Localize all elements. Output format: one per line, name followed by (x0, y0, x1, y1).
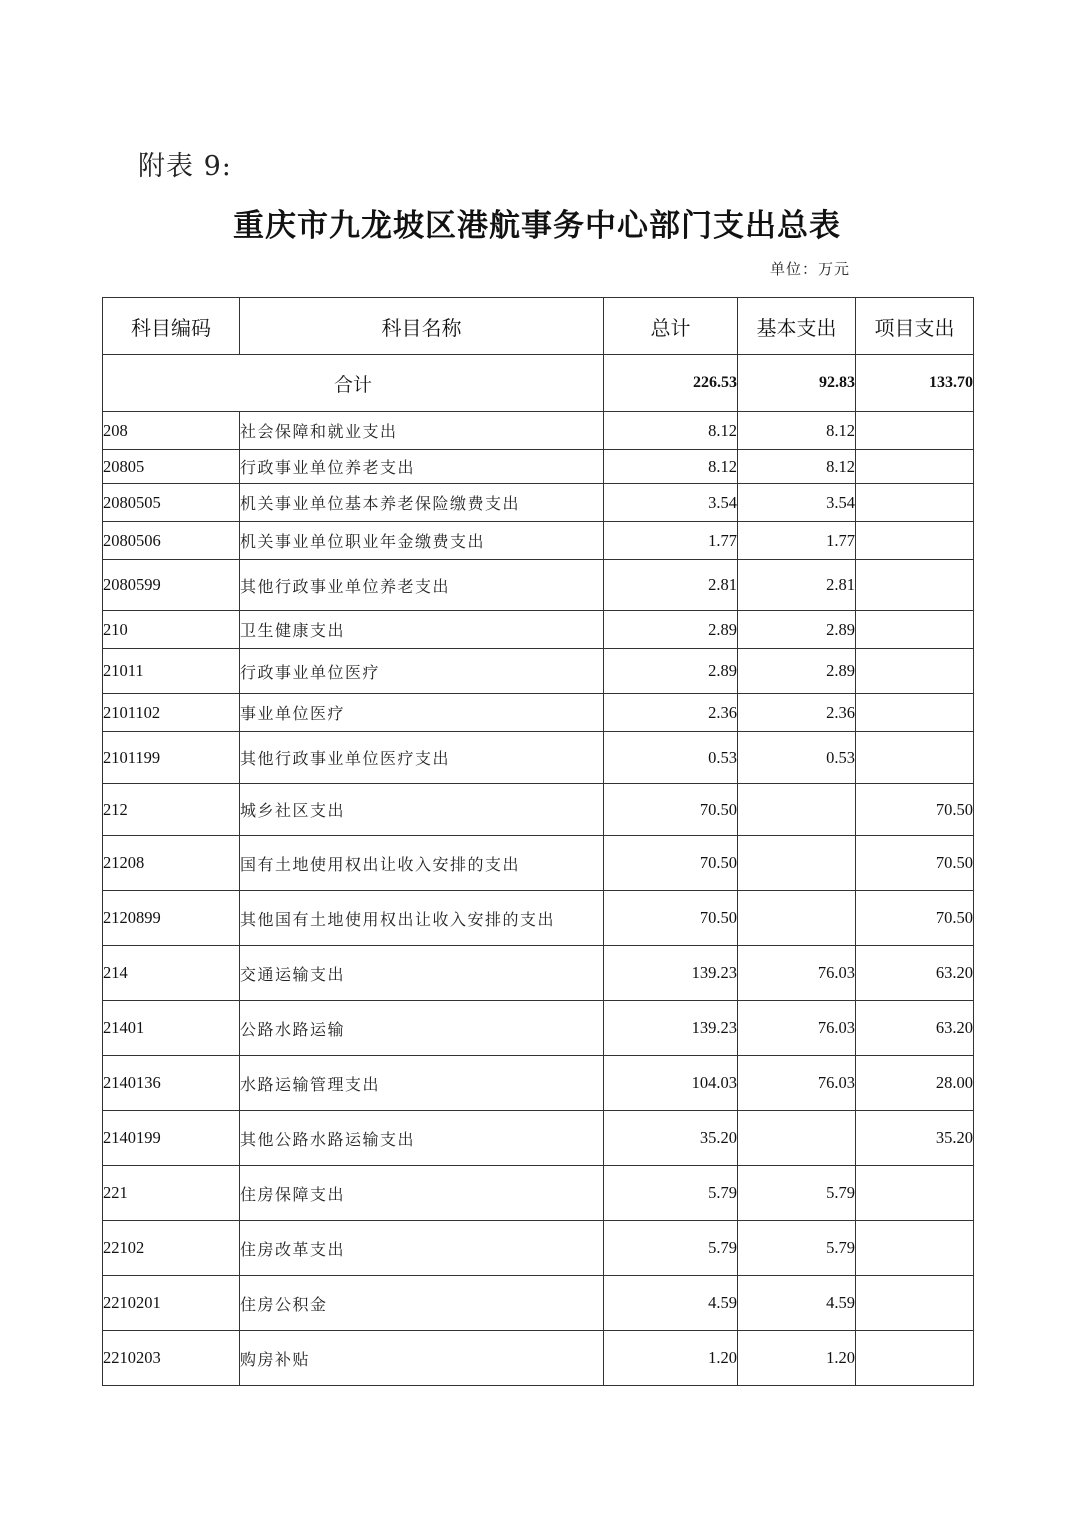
header-name: 科目名称 (240, 298, 604, 355)
row-basic: 0.53 (738, 732, 856, 784)
row-total: 8.12 (604, 450, 738, 484)
row-total: 2.89 (604, 649, 738, 694)
row-basic: 76.03 (738, 1001, 856, 1056)
table-row (103, 1056, 974, 1111)
row-code: 2101102 (103, 694, 240, 732)
row-name: 社会保障和就业支出 (240, 412, 604, 450)
row-project (856, 1331, 974, 1386)
row-basic (738, 891, 856, 946)
row-name: 机关事业单位职业年金缴费支出 (240, 522, 604, 560)
row-code: 2120899 (103, 891, 240, 946)
summary-label: 合计 (103, 355, 604, 412)
row-code: 210 (103, 611, 240, 649)
row-code: 2080506 (103, 522, 240, 560)
row-project: 70.50 (856, 836, 974, 891)
table-row (103, 1166, 974, 1221)
row-total: 35.20 (604, 1111, 738, 1166)
table-row (103, 836, 974, 891)
row-basic: 76.03 (738, 946, 856, 1001)
row-project: 35.20 (856, 1111, 974, 1166)
row-total: 104.03 (604, 1056, 738, 1111)
header-code: 科目编码 (103, 298, 240, 355)
table-header-row (103, 298, 974, 355)
row-name: 其他行政事业单位医疗支出 (240, 732, 604, 784)
row-project: 63.20 (856, 946, 974, 1001)
row-code: 2210203 (103, 1331, 240, 1386)
summary-basic: 92.83 (738, 355, 856, 412)
row-basic (738, 784, 856, 836)
table-row (103, 1111, 974, 1166)
table-row (103, 1001, 974, 1056)
row-code: 2140199 (103, 1111, 240, 1166)
row-project: 63.20 (856, 1001, 974, 1056)
row-basic: 1.20 (738, 1331, 856, 1386)
row-basic: 8.12 (738, 412, 856, 450)
row-basic: 76.03 (738, 1056, 856, 1111)
table-row (103, 611, 974, 649)
page-title: 重庆市九龙坡区港航事务中心部门支出总表 (233, 208, 841, 244)
row-code: 22102 (103, 1221, 240, 1276)
row-code: 2140136 (103, 1056, 240, 1111)
table-row (103, 522, 974, 560)
row-total: 1.20 (604, 1331, 738, 1386)
expenditure-table (102, 297, 974, 1386)
row-total: 8.12 (604, 412, 738, 450)
row-project (856, 412, 974, 450)
row-project: 70.50 (856, 891, 974, 946)
row-name: 其他公路水路运输支出 (240, 1111, 604, 1166)
row-total: 139.23 (604, 946, 738, 1001)
row-total: 70.50 (604, 836, 738, 891)
row-code: 2210201 (103, 1276, 240, 1331)
header-total: 总计 (604, 298, 738, 355)
row-total: 2.36 (604, 694, 738, 732)
header-basic: 基本支出 (738, 298, 856, 355)
row-name: 机关事业单位基本养老保险缴费支出 (240, 484, 604, 522)
header-project: 项目支出 (856, 298, 974, 355)
table-row (103, 484, 974, 522)
row-code: 2080599 (103, 560, 240, 611)
row-code: 214 (103, 946, 240, 1001)
row-name: 行政事业单位养老支出 (240, 450, 604, 484)
row-basic: 3.54 (738, 484, 856, 522)
row-total: 70.50 (604, 784, 738, 836)
row-name: 其他国有土地使用权出让收入安排的支出 (240, 891, 604, 946)
row-code: 212 (103, 784, 240, 836)
row-project (856, 560, 974, 611)
table-row (103, 649, 974, 694)
row-project (856, 611, 974, 649)
summary-project: 133.70 (856, 355, 974, 412)
row-project (856, 732, 974, 784)
row-project (856, 694, 974, 732)
row-total: 139.23 (604, 1001, 738, 1056)
row-project (856, 1166, 974, 1221)
row-code: 221 (103, 1166, 240, 1221)
row-total: 4.59 (604, 1276, 738, 1331)
row-total: 5.79 (604, 1166, 738, 1221)
row-basic: 2.89 (738, 611, 856, 649)
row-name: 城乡社区支出 (240, 784, 604, 836)
row-code: 208 (103, 412, 240, 450)
table-row (103, 694, 974, 732)
row-code: 2101199 (103, 732, 240, 784)
table-row (103, 450, 974, 484)
row-basic (738, 836, 856, 891)
row-name: 住房改革支出 (240, 1221, 604, 1276)
table-row (103, 891, 974, 946)
row-name: 国有土地使用权出让收入安排的支出 (240, 836, 604, 891)
row-total: 2.89 (604, 611, 738, 649)
row-project (856, 1276, 974, 1331)
row-basic: 1.77 (738, 522, 856, 560)
row-code: 2080505 (103, 484, 240, 522)
row-name: 卫生健康支出 (240, 611, 604, 649)
row-code: 21208 (103, 836, 240, 891)
table-row (103, 1276, 974, 1331)
table-row (103, 946, 974, 1001)
row-total: 70.50 (604, 891, 738, 946)
row-name: 其他行政事业单位养老支出 (240, 560, 604, 611)
table-row (103, 1221, 974, 1276)
row-code: 20805 (103, 450, 240, 484)
row-total: 2.81 (604, 560, 738, 611)
summary-row (103, 355, 974, 412)
row-basic: 2.89 (738, 649, 856, 694)
row-name: 住房公积金 (240, 1276, 604, 1331)
row-name: 住房保障支出 (240, 1166, 604, 1221)
attachment-label: 附表 9: (138, 151, 232, 182)
row-project: 70.50 (856, 784, 974, 836)
row-project (856, 450, 974, 484)
row-project (856, 484, 974, 522)
row-name: 购房补贴 (240, 1331, 604, 1386)
row-total: 3.54 (604, 484, 738, 522)
unit-label: 单位：万元 (770, 260, 851, 278)
table-row (103, 784, 974, 836)
summary-total: 226.53 (604, 355, 738, 412)
row-total: 1.77 (604, 522, 738, 560)
row-name: 水路运输管理支出 (240, 1056, 604, 1111)
row-total: 0.53 (604, 732, 738, 784)
row-name: 行政事业单位医疗 (240, 649, 604, 694)
row-project (856, 1221, 974, 1276)
row-code: 21401 (103, 1001, 240, 1056)
row-basic: 2.36 (738, 694, 856, 732)
row-basic: 5.79 (738, 1221, 856, 1276)
row-name: 事业单位医疗 (240, 694, 604, 732)
row-project: 28.00 (856, 1056, 974, 1111)
row-basic (738, 1111, 856, 1166)
row-name: 公路水路运输 (240, 1001, 604, 1056)
row-basic: 2.81 (738, 560, 856, 611)
row-project (856, 649, 974, 694)
row-project (856, 522, 974, 560)
row-name: 交通运输支出 (240, 946, 604, 1001)
row-code: 21011 (103, 649, 240, 694)
row-basic: 4.59 (738, 1276, 856, 1331)
table-row (103, 560, 974, 611)
table-row (103, 412, 974, 450)
table-row (103, 732, 974, 784)
row-basic: 5.79 (738, 1166, 856, 1221)
row-basic: 8.12 (738, 450, 856, 484)
row-total: 5.79 (604, 1221, 738, 1276)
table-row (103, 1331, 974, 1386)
